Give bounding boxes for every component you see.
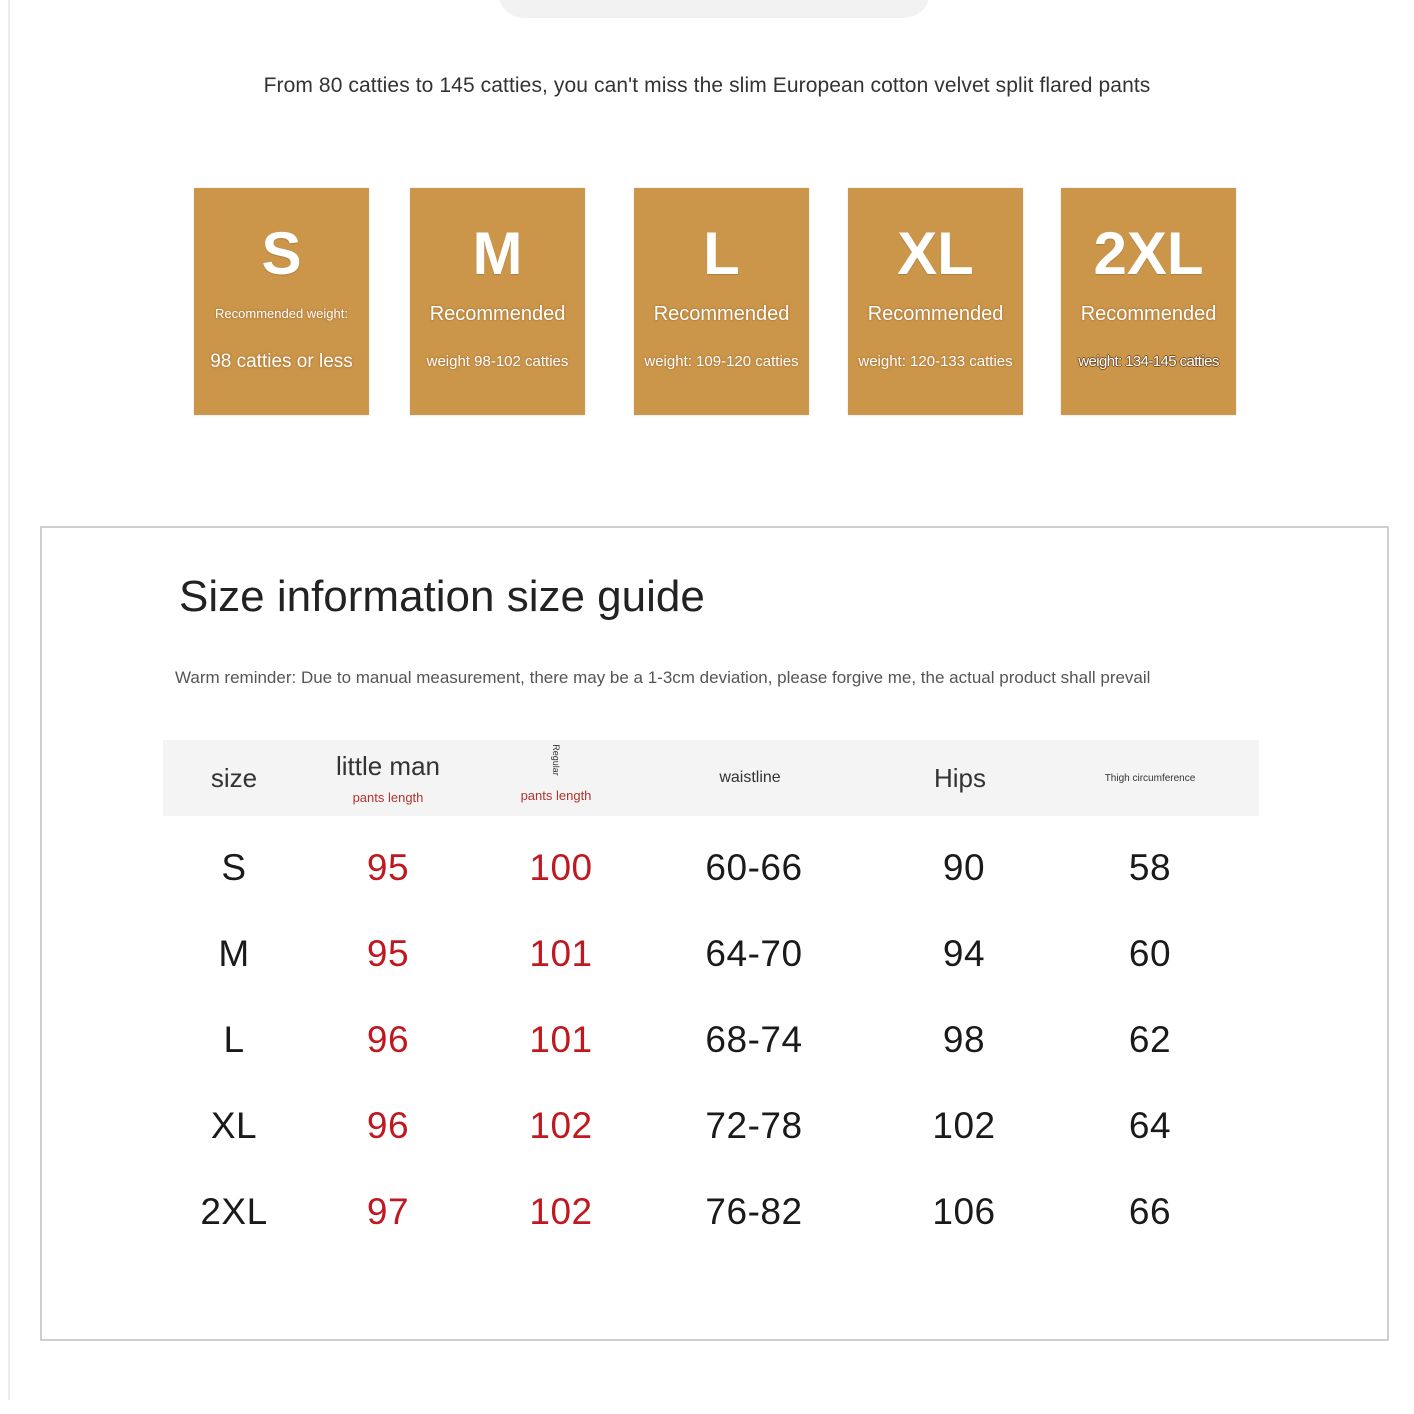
cell-thigh: 62 [1128,1019,1172,1060]
card-recommended: Recommended [653,303,790,325]
header-regular [471,740,641,816]
cell-little-man: 95 [366,847,410,888]
size-card-l [634,188,809,415]
cell-thigh: 64 [1128,1105,1172,1146]
card-size-letter: 2XL [1093,220,1204,287]
card-size-letter: L [703,220,740,287]
cell-size: S [221,847,247,888]
cell-waist: 60-66 [705,847,803,888]
table-row [163,825,1259,911]
card-weight: weight: 109-120 catties [644,353,799,370]
size-card-xl [848,188,1023,415]
card-recommended: Recommended [867,303,1004,325]
cell-waist: 68-74 [705,1019,803,1060]
size-card-2xl [1061,188,1236,415]
size-card-m [410,188,585,415]
cell-regular: 101 [529,933,593,974]
card-weight: weight: 134-145 catties [1078,353,1219,370]
header-regular-label: Regular [551,743,561,776]
cell-size: M [218,933,250,974]
top-banner-fragment [498,0,930,18]
cell-hips: 90 [942,847,986,888]
header-thigh [1061,740,1239,816]
cell-little-man: 96 [366,1019,410,1060]
cell-little-man: 95 [366,933,410,974]
card-weight: weight: 120-133 catties [858,353,1013,370]
header-size [163,740,305,816]
cell-size: L [223,1019,245,1060]
cell-waist: 76-82 [705,1191,803,1232]
table-row [163,911,1259,997]
card-recommended: Recommended [429,303,566,325]
cell-thigh: 58 [1128,847,1172,888]
cell-hips: 98 [942,1019,986,1060]
left-divider [8,0,10,1400]
size-card-s [194,188,369,415]
cell-little-man: 97 [366,1191,410,1232]
cell-hips: 102 [932,1105,996,1146]
card-size-letter: S [261,220,302,287]
guide-title: Size information size guide [179,572,705,621]
cell-regular: 100 [529,847,593,888]
cell-regular: 102 [529,1105,593,1146]
header-waistline-label: waistline [719,769,781,786]
table-row [163,1169,1259,1255]
cell-size: 2XL [200,1191,268,1232]
header-thigh-label: Thigh circumference [1104,772,1196,784]
cell-little-man: 96 [366,1105,410,1146]
card-size-letter: XL [897,220,974,287]
card-weight: 98 catties or less [210,351,353,372]
cell-hips: 94 [942,933,986,974]
header-hips [859,740,1061,816]
header-size-label: size [210,762,258,793]
cell-regular: 102 [529,1191,593,1232]
cell-size: XL [210,1105,258,1146]
cell-regular: 101 [529,1019,593,1060]
guide-reminder: Warm reminder: Due to manual measurement, there may be a 1-3cm deviation, please forgive me, the actual product shall prevail [175,668,1151,687]
size-guide-panel [40,526,1389,1341]
table-row [163,1083,1259,1169]
card-weight: weight 98-102 catties [426,353,569,370]
table-row [163,997,1259,1083]
header-waistline [641,740,859,816]
table-header [163,740,1259,816]
cell-thigh: 60 [1128,933,1172,974]
cell-hips: 106 [932,1191,996,1232]
header-little-man-sub: pants length [352,790,424,805]
tagline: From 80 catties to 145 catties, you can't miss the slim European cotton velvet split flared pants [263,74,1151,97]
cell-waist: 72-78 [705,1105,803,1146]
card-recommended: Recommended [1080,303,1217,325]
header-hips-label: Hips [933,762,986,793]
card-size-letter: M [472,220,523,287]
cell-waist: 64-70 [705,933,803,974]
card-recommended: Recommended weight: [215,306,348,321]
header-little-man [305,740,471,816]
cell-thigh: 66 [1128,1191,1172,1232]
header-regular-sub: pants length [520,787,592,803]
header-little-man-label: little man [335,751,441,781]
